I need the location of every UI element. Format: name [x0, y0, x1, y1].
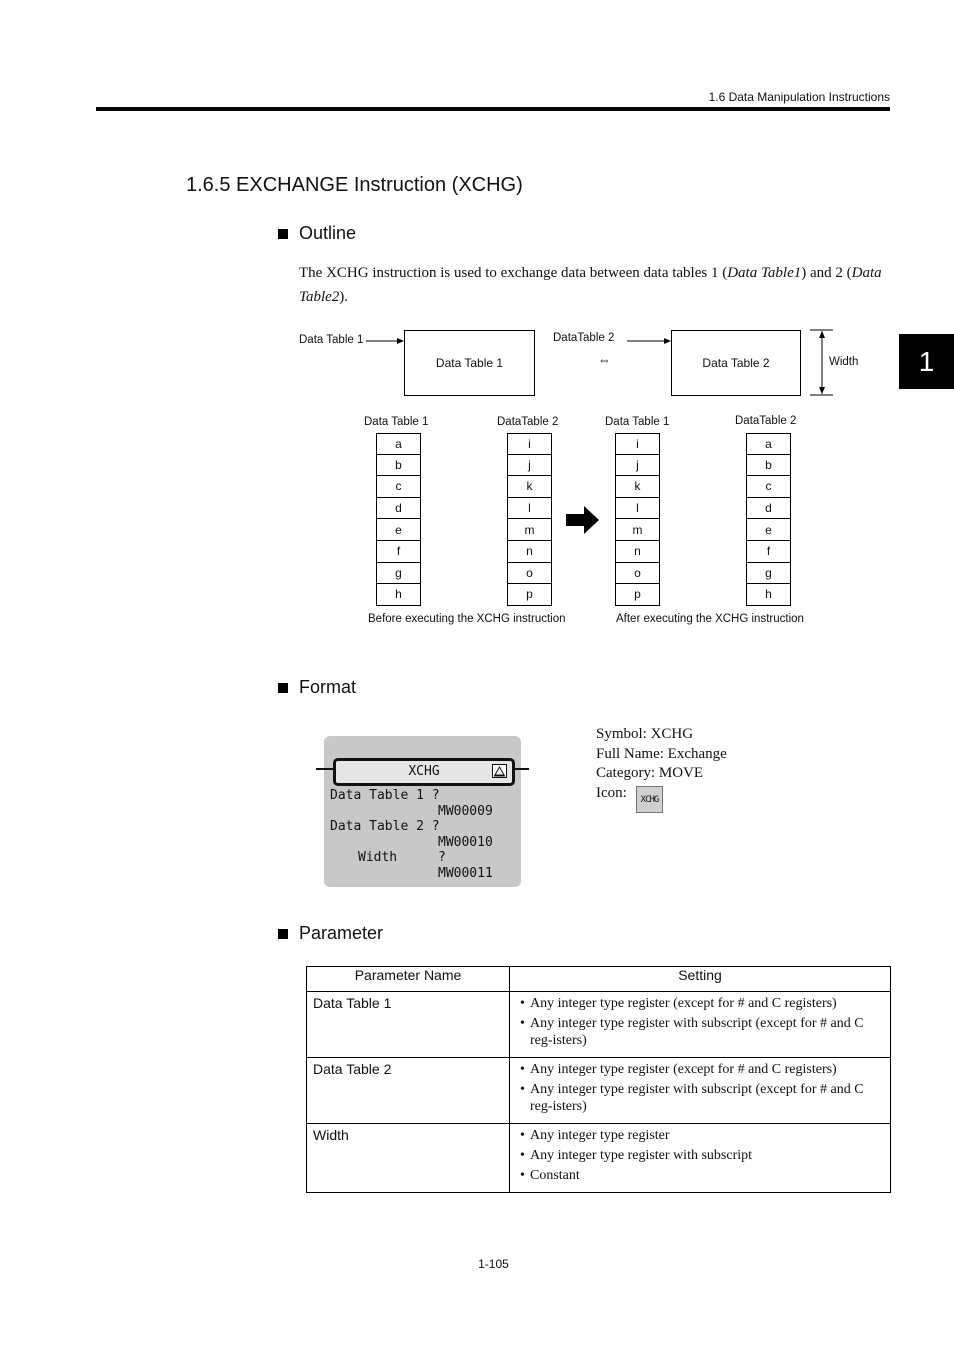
datatable-2-arrow [627, 334, 673, 348]
format-heading-text: Format [299, 677, 357, 697]
datatable-2-label: DataTable 2 [553, 332, 615, 344]
setting-text: Any integer type register (except for # and C registers) [530, 1062, 837, 1077]
table-cell: n [507, 541, 552, 563]
outline-heading [278, 223, 356, 244]
after-data-table-1 [615, 433, 660, 606]
setting-text: Any integer type register with subscript [530, 1148, 753, 1163]
block-row3-label: Width [358, 850, 398, 865]
table-cell: k [615, 476, 660, 498]
table-cell: b [746, 455, 791, 477]
parameter-table [306, 966, 891, 1193]
table-cell: g [746, 563, 791, 585]
table-cell: n [615, 541, 660, 563]
table-cell: c [746, 476, 791, 498]
block-row3-value: MW00011 [438, 866, 493, 881]
table-cell: d [746, 498, 791, 520]
table-cell: h [746, 584, 791, 606]
input-label: Data Table 1 [299, 334, 364, 346]
data-table-1-box: Data Table 1 [404, 330, 535, 396]
before-col2-label: DataTable 2 [497, 416, 559, 428]
exchange-symbol-icon: ⇔ [598, 352, 611, 367]
block-expand-icon [492, 764, 507, 778]
outline-text-part: ) and 2 ( [801, 265, 852, 281]
table-cell: g [376, 563, 421, 585]
parameter-setting [510, 992, 891, 1058]
format-full-name: Full Name: Exchange [596, 746, 727, 762]
format-heading [278, 677, 356, 698]
block-row1-value: MW00009 [438, 804, 493, 819]
table-cell: f [376, 541, 421, 563]
before-data-table-2 [507, 433, 552, 606]
data-table-2-box: Data Table 2 [671, 330, 801, 396]
column-header: Setting [510, 967, 891, 992]
format-icon-label: Icon: [596, 785, 627, 801]
column-header: Parameter Name [307, 967, 510, 992]
before-data-table-1 [376, 433, 421, 606]
running-header: 1.6 Data Manipulation Instructions [708, 90, 890, 104]
table-cell: a [376, 433, 421, 455]
input-arrow [366, 334, 406, 348]
table-cell: i [507, 433, 552, 455]
table-cell: o [507, 563, 552, 585]
table-row [307, 1124, 891, 1193]
table-cell: m [615, 519, 660, 541]
table-cell: m [507, 519, 552, 541]
list-item: • Any integer type register with subscript (except for # and C reg-isters) [520, 1081, 886, 1115]
list-item: • Any integer type register (except for # and C registers) [520, 996, 837, 1011]
table-cell: e [376, 519, 421, 541]
format-category: Category: MOVE [596, 765, 704, 781]
list-item: • Any integer type register with subscript (except for # and C reg-isters) [520, 1015, 886, 1049]
after-caption: After executing the XCHG instruction [616, 613, 804, 625]
table-header-row [307, 967, 891, 992]
right-arrow-icon [566, 505, 600, 535]
table-cell: d [376, 498, 421, 520]
list-item: • Any integer type register (except for # and C registers) [520, 1062, 837, 1077]
table-cell: f [746, 541, 791, 563]
square-bullet-icon [278, 929, 288, 939]
before-col1-label: Data Table 1 [364, 416, 429, 428]
setting-text: Any integer type register with subscript (except for # and C reg-isters) [530, 1016, 864, 1048]
block-title: XCHG [408, 764, 440, 779]
block-row1-label: Data Table 1 ? [330, 788, 440, 803]
outline-text-emphasis: Data Table2 [299, 265, 882, 305]
block-row3-q: ? [438, 850, 446, 865]
parameter-heading [278, 923, 383, 944]
table-cell: b [376, 455, 421, 477]
xchg-function-block-image [324, 736, 521, 887]
list-item: • Constant [520, 1168, 580, 1183]
after-col1-label: Data Table 1 [605, 416, 670, 428]
setting-text: Constant [530, 1168, 580, 1183]
table-cell: a [746, 433, 791, 455]
block-row2-label: Data Table 2 ? [330, 819, 440, 834]
table-cell: o [615, 563, 660, 585]
table-cell: p [507, 584, 552, 606]
table-cell: i [615, 433, 660, 455]
header-rule [96, 107, 890, 111]
setting-text: Any integer type register (except for # and C registers) [530, 996, 837, 1011]
table-cell: l [507, 498, 552, 520]
list-item: • Any integer type register with subscript [520, 1148, 753, 1163]
square-bullet-icon [278, 683, 288, 693]
table-row [307, 992, 891, 1058]
parameter-name: Data Table 1 [307, 992, 510, 1058]
table-cell: e [746, 519, 791, 541]
after-col2-label: DataTable 2 [735, 415, 797, 427]
setting-text: Any integer type register [530, 1128, 670, 1143]
square-bullet-icon [278, 229, 288, 239]
table-cell: p [615, 584, 660, 606]
outline-text-part: The XCHG instruction is used to exchange data between data tables 1 ( [299, 265, 728, 281]
xchg-icon: XCHG [636, 786, 663, 813]
before-caption: Before executing the XCHG instruction [368, 613, 566, 625]
table-cell: c [376, 476, 421, 498]
parameter-setting [510, 1124, 891, 1193]
table-cell: j [615, 455, 660, 477]
table-cell: h [376, 584, 421, 606]
after-data-table-2 [746, 433, 791, 606]
section-title: 1.6.5 EXCHANGE Instruction (XCHG) [186, 174, 523, 196]
page-number: 1-105 [478, 1257, 509, 1271]
block-title-bar [333, 758, 515, 786]
format-symbol: Symbol: XCHG [596, 726, 694, 742]
parameter-name: Width [307, 1124, 510, 1193]
table-cell: l [615, 498, 660, 520]
outline-text-part: ). [339, 289, 349, 305]
chapter-tab: 1 [899, 334, 954, 389]
parameter-name: Data Table 2 [307, 1058, 510, 1124]
table-cell: j [507, 455, 552, 477]
parameter-heading-text: Parameter [299, 923, 384, 943]
outline-text-emphasis: Data Table1 [727, 265, 802, 281]
table-cell: k [507, 476, 552, 498]
block-row2-value: MW00010 [438, 835, 493, 850]
outline-heading-text: Outline [299, 223, 357, 243]
table-row [307, 1058, 891, 1124]
list-item: • Any integer type register [520, 1128, 670, 1143]
parameter-setting [510, 1058, 891, 1124]
setting-text: Any integer type register with subscript (except for # and C reg-isters) [530, 1082, 864, 1114]
outline-paragraph [299, 261, 889, 309]
width-label: Width [829, 356, 859, 368]
